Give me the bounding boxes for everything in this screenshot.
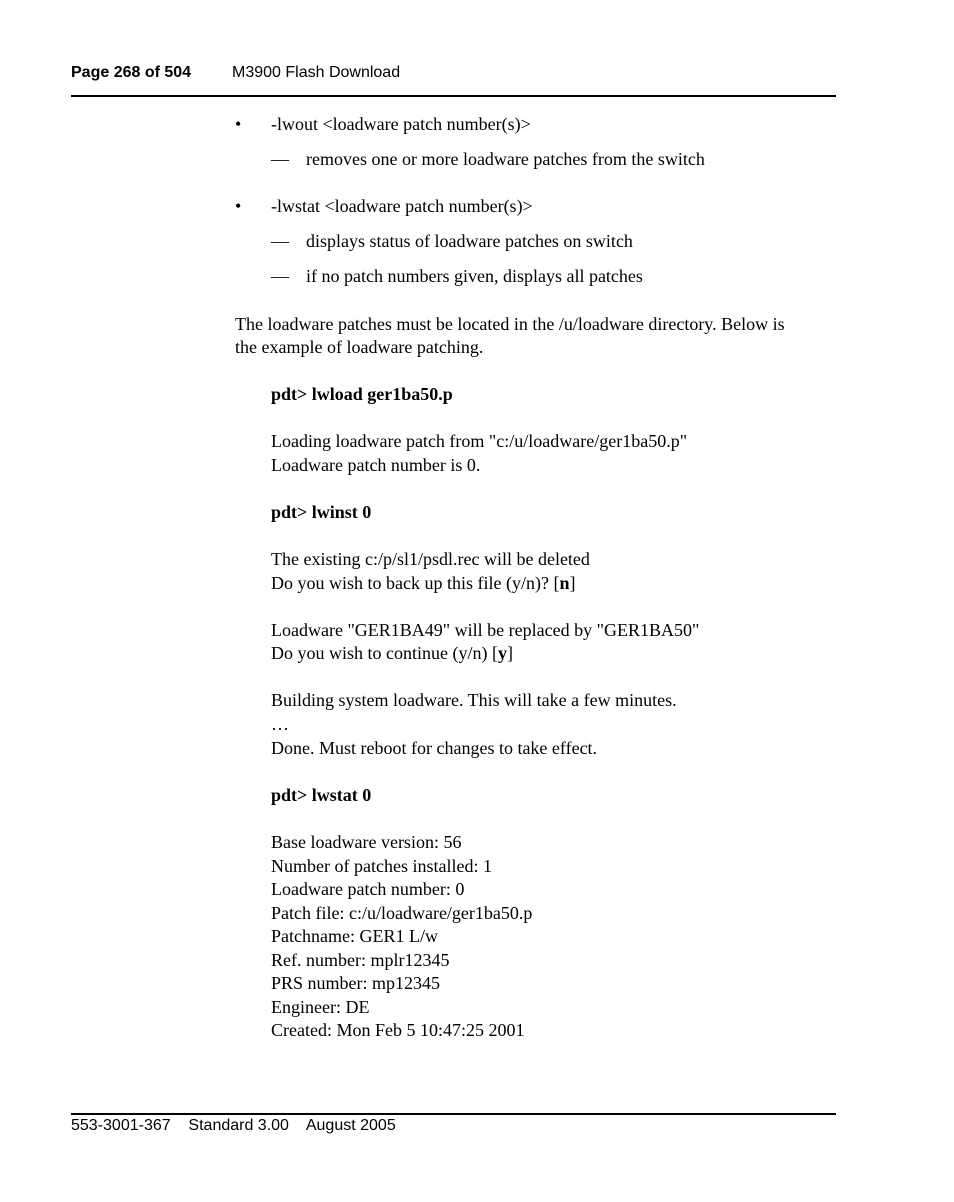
command-lwload: pdt> lwload ger1ba50.p — [271, 384, 453, 404]
status-line: PRS number: mp12345 — [271, 973, 441, 993]
status-line: Ref. number: mplr12345 — [271, 949, 450, 970]
output-line: Loadware "GER1BA49" will be replaced by "GER1BA50" — [271, 620, 700, 640]
output-line: Done. Must reboot for changes to take effect. — [271, 738, 598, 758]
status-line: Patchname: GER1 L/w — [271, 926, 438, 946]
intro-line-2: the example of loadware patching. — [235, 337, 484, 357]
prompt-backup — [271, 572, 575, 596]
status-line: Engineer: DE — [271, 996, 370, 1017]
prompt-answer: n — [559, 573, 570, 593]
page-footer — [71, 1117, 396, 1135]
page-number: Page 268 of 504 — [71, 64, 192, 81]
doc-number: 553-3001-367 — [71, 1117, 171, 1134]
footer-rule — [71, 1113, 836, 1115]
option-lwout-desc: removes one or more loadware patches from the switch — [306, 149, 705, 169]
output-line: Building system loadware. This will take a few minutes. — [271, 690, 677, 710]
dash-marker: — — [271, 149, 289, 169]
status-line: Loadware patch number: 0 — [271, 879, 465, 899]
document-title: M3900 Flash Download — [232, 64, 401, 81]
dash-marker: — — [271, 231, 289, 251]
prompt-continue — [271, 642, 513, 666]
intro-line-1: The loadware patches must be located in the /u/loadware directory. Below is — [235, 314, 785, 334]
option-lwstat-desc-1: displays status of loadware patches on switch — [306, 231, 633, 251]
status-line: Number of patches installed: 1 — [271, 855, 492, 876]
status-line: Patch file: c:/u/loadware/ger1ba50.p — [271, 902, 533, 923]
doc-date: August 2005 — [305, 1117, 396, 1134]
bullet-marker: • — [235, 196, 242, 216]
status-output — [271, 831, 532, 1043]
prompt-answer: y — [497, 643, 507, 663]
option-lwstat: -lwstat <loadware patch number(s)> — [271, 196, 533, 216]
doc-standard: Standard 3.00 — [188, 1117, 289, 1134]
ellipsis: … — [271, 714, 289, 734]
command-lwstat: pdt> lwstat 0 — [271, 785, 372, 805]
output-line: Loadware patch number is 0. — [271, 455, 481, 475]
prompt-text: ] — [506, 643, 513, 663]
status-line: Base loadware version: 56 — [271, 832, 462, 852]
output-line: The existing c:/p/sl1/psdl.rec will be deleted — [271, 549, 590, 569]
output-line: Loading loadware patch from "c:/u/loadware/ger1ba50.p" — [271, 431, 688, 451]
option-lwout: -lwout <loadware patch number(s)> — [271, 114, 531, 134]
status-line: Created: Mon Feb 5 10:47:25 2001 — [271, 1020, 525, 1040]
prompt-text: ] — [569, 573, 576, 593]
command-lwinst: pdt> lwinst 0 — [271, 502, 372, 522]
prompt-text: Do you wish to continue (y/n) [ — [271, 643, 498, 663]
dash-marker: — — [271, 266, 289, 286]
header-rule — [71, 95, 836, 97]
bullet-marker: • — [235, 114, 242, 134]
prompt-text: Do you wish to back up this file (y/n)? [ — [271, 573, 560, 593]
option-lwstat-desc-2: if no patch numbers given, displays all patches — [306, 266, 643, 286]
